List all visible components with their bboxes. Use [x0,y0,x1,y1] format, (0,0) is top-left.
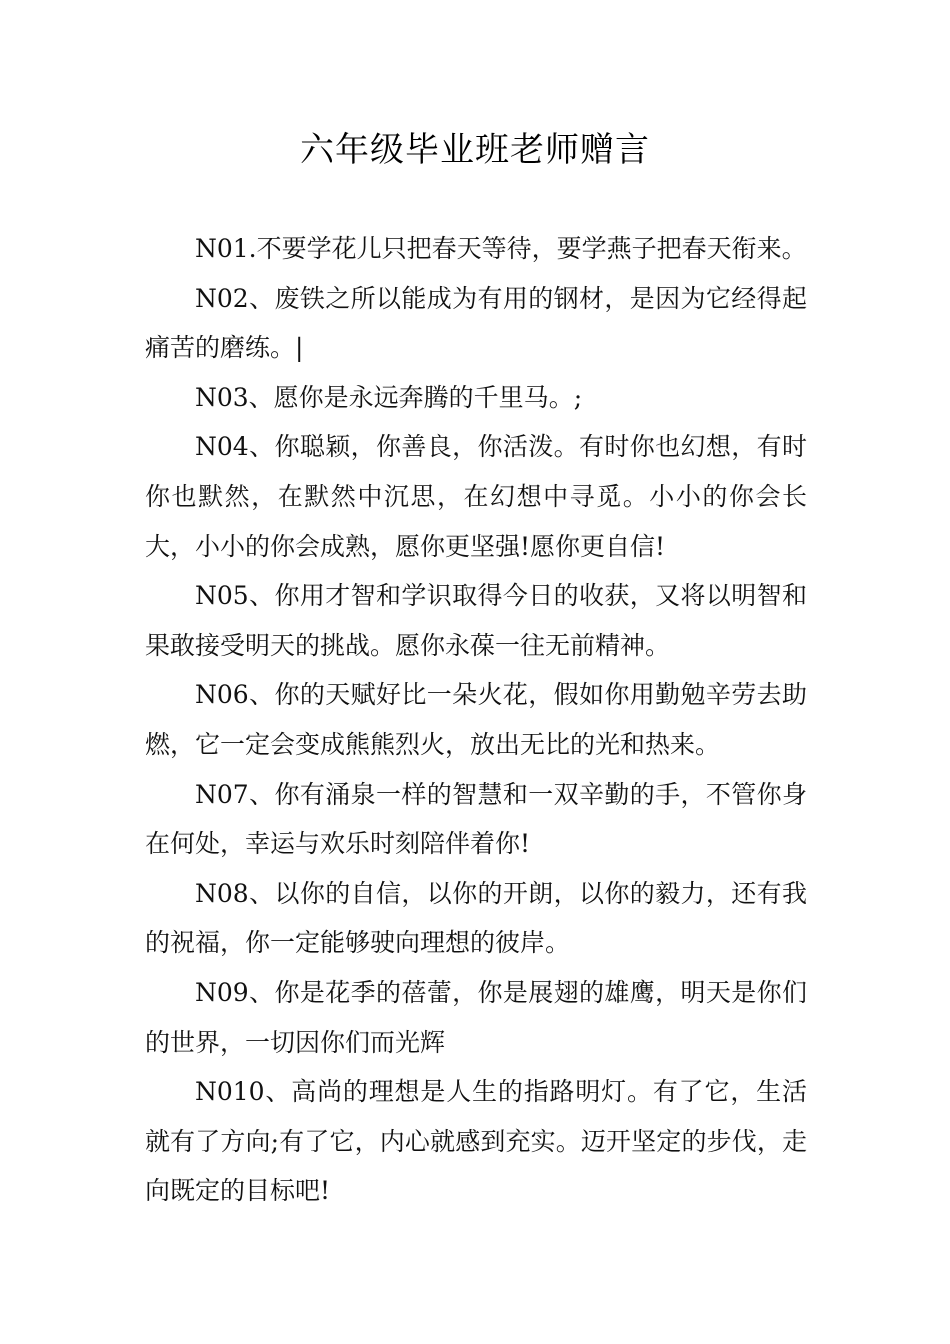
paragraph-07: N07、你有涌泉一样的智慧和一双辛勤的手，不管你身在何处，幸运与欢乐时刻陪伴着你! [145,779,807,859]
document-title: 六年级毕业班老师赠言 [300,130,650,170]
paragraph-05: N05、你用才智和学识取得今日的收获，又将以明智和果敢接受明天的挑战。愿你永葆一往无前精神。 [145,581,807,660]
paragraph-06: N06、你的天赋好比一朵火花，假如你用勤勉辛劳去助燃，它一定会变成熊熊烈火，放出无比的光和热来。 [145,680,807,759]
document-body [145,224,807,1216]
paragraph-09: N09、你是花季的蓓蕾，你是展翅的雄鹰，明天是你们的世界，一切因你们而光辉 [145,977,807,1057]
paragraph-02: N02、废铁之所以能成为有用的钢材，是因为它经得起痛苦的磨练。| [145,283,807,363]
paragraph-08: N08、以你的自信，以你的开朗，以你的毅力，还有我的祝福，你一定能够驶向理想的彼岸。 [145,878,807,958]
paragraph-04: N04、你聪颖，你善良，你活泼。有时你也幻想，有时你也默然，在默然中沉思，在幻想中寻觅。小小的你会长大，小小的你会成熟，愿你更坚强!愿你更自信! [145,432,807,561]
paragraph-01: N01.不要学花儿只把春天等待，要学燕子把春天衔来。 [195,234,807,263]
paragraph-03: N03、愿你是永远奔腾的千里马。; [195,382,583,412]
paragraph-10: N010、高尚的理想是人生的指路明灯。有了它，生活就有了方向;有了它，内心就感到充实。迈开坚定的步伐，走向既定的目标吧! [145,1077,807,1206]
